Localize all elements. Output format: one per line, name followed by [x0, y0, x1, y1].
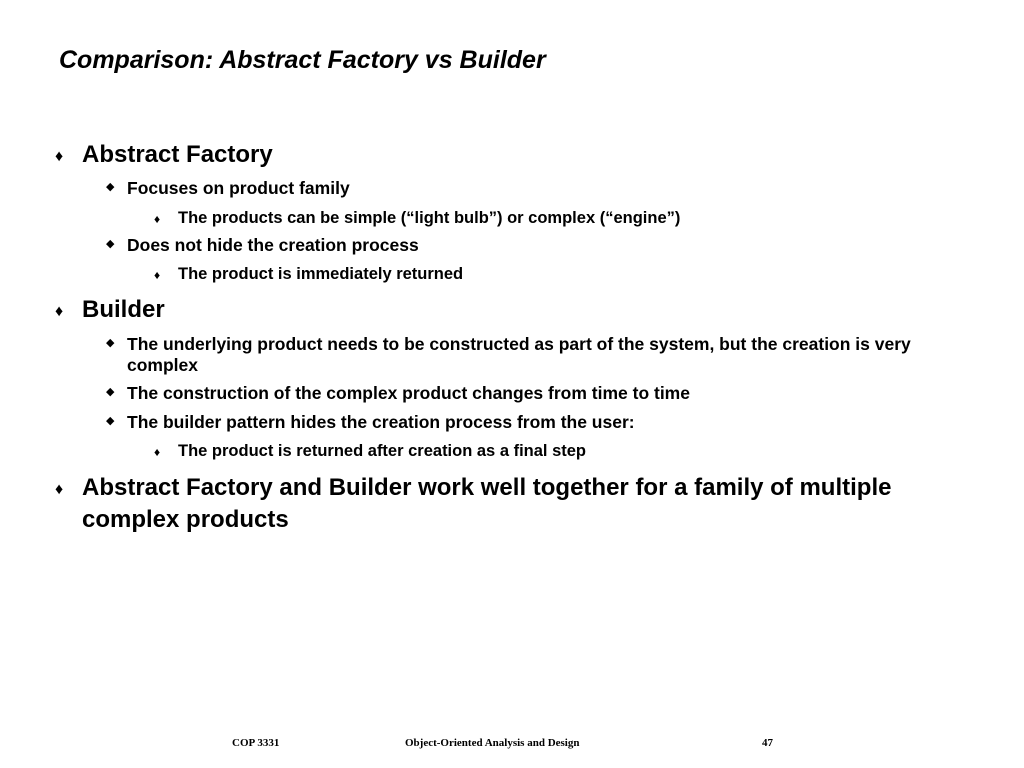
diamond-bullet-icon: ◆: [106, 238, 115, 250]
bullet-text: Focuses on product family: [127, 178, 350, 198]
diamond-bullet-icon: ◆: [106, 337, 115, 349]
bullet-text: The products can be simple (“light bulb”) or complex (“engine”): [178, 209, 681, 227]
diamond-bullet-icon: ♦: [154, 212, 161, 226]
bullet-together: [55, 472, 962, 536]
slide-title: Comparison: Abstract Factory vs Builder: [59, 46, 546, 74]
sub-bullet-construction: [106, 383, 957, 404]
diamond-bullet-icon: ♦: [154, 268, 161, 282]
footer-page-number: 47: [762, 737, 773, 749]
diamond-bullet-icon: ◆: [106, 415, 115, 427]
bullet-text: Abstract Factory and Builder work well together for a family of multiple complex products: [82, 474, 892, 533]
bullet-text: Abstract Factory: [82, 141, 273, 168]
sub-sub-bullet-final-step: [154, 441, 958, 461]
sub-sub-bullet-returned: [154, 264, 958, 284]
sub-sub-bullet-products: [154, 208, 958, 228]
bullet-text: The builder pattern hides the creation process from the user:: [127, 412, 635, 432]
bullet-abstract-factory: [55, 139, 962, 171]
sub-bullet-hides: [106, 412, 957, 433]
sub-bullet-underlying: [106, 334, 957, 376]
sub-bullet-no-hide: [106, 235, 957, 256]
diamond-bullet-icon: ♦: [55, 303, 64, 320]
bullet-builder: [55, 294, 962, 326]
bullet-text: The product is returned after creation as a final step: [178, 442, 587, 460]
bullet-text: The product is immediately returned: [178, 265, 464, 283]
bullet-text: Does not hide the creation process: [127, 235, 419, 255]
diamond-bullet-icon: ♦: [154, 445, 161, 459]
diamond-bullet-icon: ♦: [55, 481, 64, 498]
sub-bullet-focus: [106, 178, 957, 199]
bullet-text: The underlying product needs to be constructed as part of the system, but the creation is very complex: [127, 334, 911, 375]
footer-course: COP 3331: [232, 737, 280, 749]
diamond-bullet-icon: ♦: [55, 148, 64, 165]
bullet-text: The construction of the complex product changes from time to time: [127, 383, 690, 403]
footer-subject: Object-Oriented Analysis and Design: [405, 737, 580, 749]
diamond-bullet-icon: ◆: [106, 386, 115, 398]
bullet-text: Builder: [82, 296, 165, 323]
diamond-bullet-icon: ◆: [106, 181, 115, 193]
